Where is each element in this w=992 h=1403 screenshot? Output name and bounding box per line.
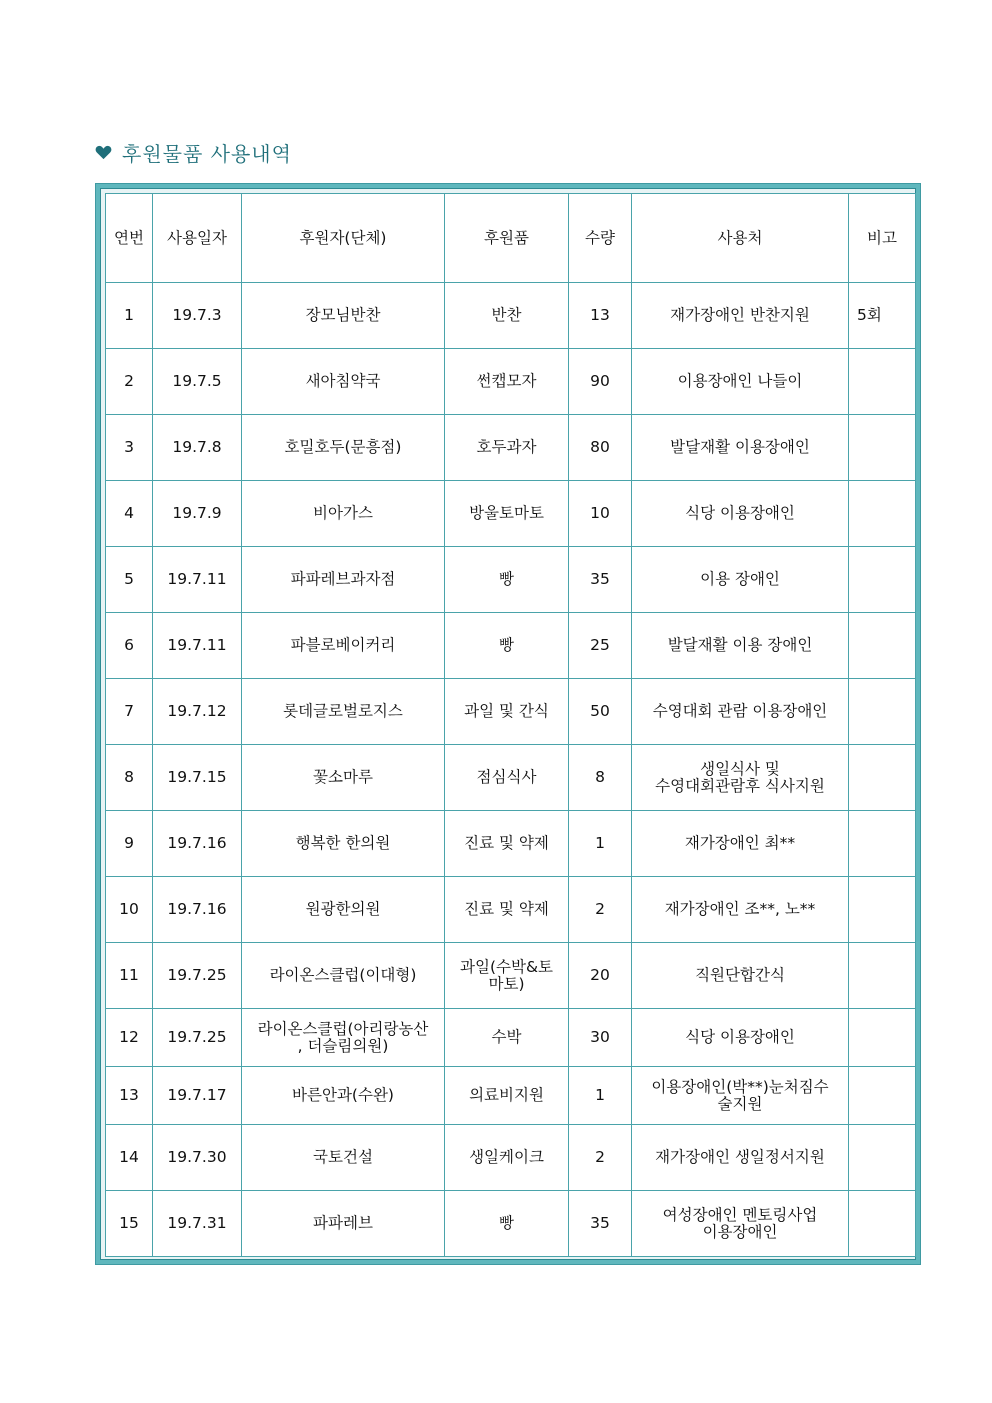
cell-date: 19.7.17 [153,1067,242,1125]
cell-qty: 10 [569,481,632,547]
cell-no: 12 [106,1009,153,1067]
cell-qty: 80 [569,415,632,481]
cell-no: 8 [106,745,153,811]
table-frame-inner [100,188,916,1260]
cell-usage: 이용 장애인 [632,547,849,613]
cell-donor: 파파레브 [242,1191,445,1257]
table-row [106,415,916,481]
cell-donor: 국토건설 [242,1125,445,1191]
cell-qty: 20 [569,943,632,1009]
header-item: 후원품 [445,194,569,283]
cell-usage: 재가장애인 최** [632,811,849,877]
cell-qty: 35 [569,547,632,613]
header-no: 연번 [106,194,153,283]
cell-usage-line: 이용장애인(박**)눈처짐수 [651,1077,829,1096]
cell-date: 19.7.5 [153,349,242,415]
cell-usage: 재가장애인 반찬지원 [632,283,849,349]
cell-note [849,943,916,1009]
table-row [106,1191,916,1257]
header-donor: 후원자(단체) [242,194,445,283]
cell-date: 19.7.8 [153,415,242,481]
cell-donor: 파파레브과자점 [242,547,445,613]
table-row [106,547,916,613]
cell-no: 4 [106,481,153,547]
cell-item: 진료 및 약제 [445,811,569,877]
cell-donor: 원광한의원 [242,877,445,943]
cell-date: 19.7.16 [153,877,242,943]
cell-qty: 1 [569,1067,632,1125]
cell-note [849,1125,916,1191]
table-frame [95,183,921,1265]
cell-item: 빵 [445,1191,569,1257]
cell-donor [242,1009,445,1067]
cell-usage: 발달재활 이용 장애인 [632,613,849,679]
cell-donor: 행복한 한의원 [242,811,445,877]
cell-usage: 이용장애인 나들이 [632,349,849,415]
cell-note [849,481,916,547]
cell-usage: 재가장애인 생일정서지원 [632,1125,849,1191]
table-header-row [106,194,916,283]
cell-usage-line: 술지원 [717,1094,763,1113]
donation-usage-table [105,193,916,1257]
table-row [106,679,916,745]
cell-usage [632,745,849,811]
cell-item: 호두과자 [445,415,569,481]
cell-date: 19.7.31 [153,1191,242,1257]
cell-qty: 8 [569,745,632,811]
cell-note [849,877,916,943]
cell-qty: 2 [569,1125,632,1191]
cell-date: 19.7.25 [153,1009,242,1067]
cell-note [849,415,916,481]
cell-usage: 식당 이용장애인 [632,481,849,547]
cell-date: 19.7.11 [153,613,242,679]
cell-item: 진료 및 약제 [445,877,569,943]
section-heading [95,137,292,167]
cell-usage: 식당 이용장애인 [632,1009,849,1067]
cell-item: 의료비지원 [445,1067,569,1125]
cell-donor: 호밀호두(문흥점) [242,415,445,481]
cell-note [849,349,916,415]
cell-item: 빵 [445,547,569,613]
cell-no: 2 [106,349,153,415]
cell-note [849,811,916,877]
table-row [106,613,916,679]
table-row [106,481,916,547]
cell-item: 과일 및 간식 [445,679,569,745]
table-row [106,877,916,943]
cell-usage: 직원단합간식 [632,943,849,1009]
header-date: 사용일자 [153,194,242,283]
cell-qty: 90 [569,349,632,415]
cell-item: 방울토마토 [445,481,569,547]
cell-item: 수박 [445,1009,569,1067]
cell-item-line: 과일(수박&토 [460,957,553,976]
cell-no: 14 [106,1125,153,1191]
table-row [106,1067,916,1125]
cell-donor: 라이온스클럽(이대형) [242,943,445,1009]
cell-note: 5회 [849,283,916,349]
cell-item: 반찬 [445,283,569,349]
cell-note [849,679,916,745]
cell-donor: 롯데글로벌로지스 [242,679,445,745]
cell-qty: 25 [569,613,632,679]
cell-no: 13 [106,1067,153,1125]
cell-date: 19.7.9 [153,481,242,547]
cell-no: 6 [106,613,153,679]
cell-usage [632,1191,849,1257]
heart-icon [95,145,112,160]
cell-no: 11 [106,943,153,1009]
cell-usage: 발달재활 이용장애인 [632,415,849,481]
cell-qty: 50 [569,679,632,745]
cell-note [849,745,916,811]
cell-no: 9 [106,811,153,877]
cell-usage: 재가장애인 조**, 노** [632,877,849,943]
cell-usage-line: 이용장애인 [702,1222,778,1241]
cell-item: 생일케이크 [445,1125,569,1191]
section-title: 후원물품 사용내역 [122,141,292,166]
cell-qty: 30 [569,1009,632,1067]
cell-qty: 2 [569,877,632,943]
cell-donor: 파블로베이커리 [242,613,445,679]
cell-no: 5 [106,547,153,613]
cell-no: 7 [106,679,153,745]
cell-donor: 꽃소마루 [242,745,445,811]
cell-date: 19.7.12 [153,679,242,745]
cell-no: 10 [106,877,153,943]
cell-qty: 35 [569,1191,632,1257]
table-row [106,349,916,415]
cell-donor-line: , 더슬림의원) [297,1036,389,1055]
cell-usage [632,1067,849,1125]
cell-note [849,547,916,613]
table-row [106,811,916,877]
header-note: 비고 [849,194,916,283]
cell-item: 빵 [445,613,569,679]
cell-qty: 1 [569,811,632,877]
cell-item: 썬캡모자 [445,349,569,415]
cell-qty: 13 [569,283,632,349]
header-usage: 사용처 [632,194,849,283]
table-row [106,1125,916,1191]
cell-usage-line: 수영대회관람후 식사지원 [655,776,825,795]
cell-note [849,1191,916,1257]
cell-no: 15 [106,1191,153,1257]
cell-donor-line: 라이온스클럽(아리랑농산 [257,1019,429,1038]
header-qty: 수량 [569,194,632,283]
cell-item: 점심식사 [445,745,569,811]
cell-donor: 비아가스 [242,481,445,547]
cell-date: 19.7.30 [153,1125,242,1191]
table-row [106,283,916,349]
cell-donor: 장모님반찬 [242,283,445,349]
cell-note [849,613,916,679]
cell-date: 19.7.15 [153,745,242,811]
table-row [106,943,916,1009]
cell-item [445,943,569,1009]
cell-usage-line: 생일식사 및 [700,759,780,778]
cell-no: 3 [106,415,153,481]
table-row [106,1009,916,1067]
cell-date: 19.7.11 [153,547,242,613]
cell-no: 1 [106,283,153,349]
cell-date: 19.7.25 [153,943,242,1009]
cell-usage: 수영대회 관람 이용장애인 [632,679,849,745]
cell-date: 19.7.16 [153,811,242,877]
table-body [106,283,916,1257]
cell-donor: 바른안과(수완) [242,1067,445,1125]
cell-donor: 새아침약국 [242,349,445,415]
cell-item-line: 마토) [488,974,525,993]
cell-note [849,1067,916,1125]
cell-usage-line: 여성장애인 멘토링사업 [662,1205,818,1224]
table-row [106,745,916,811]
cell-date: 19.7.3 [153,283,242,349]
cell-note [849,1009,916,1067]
